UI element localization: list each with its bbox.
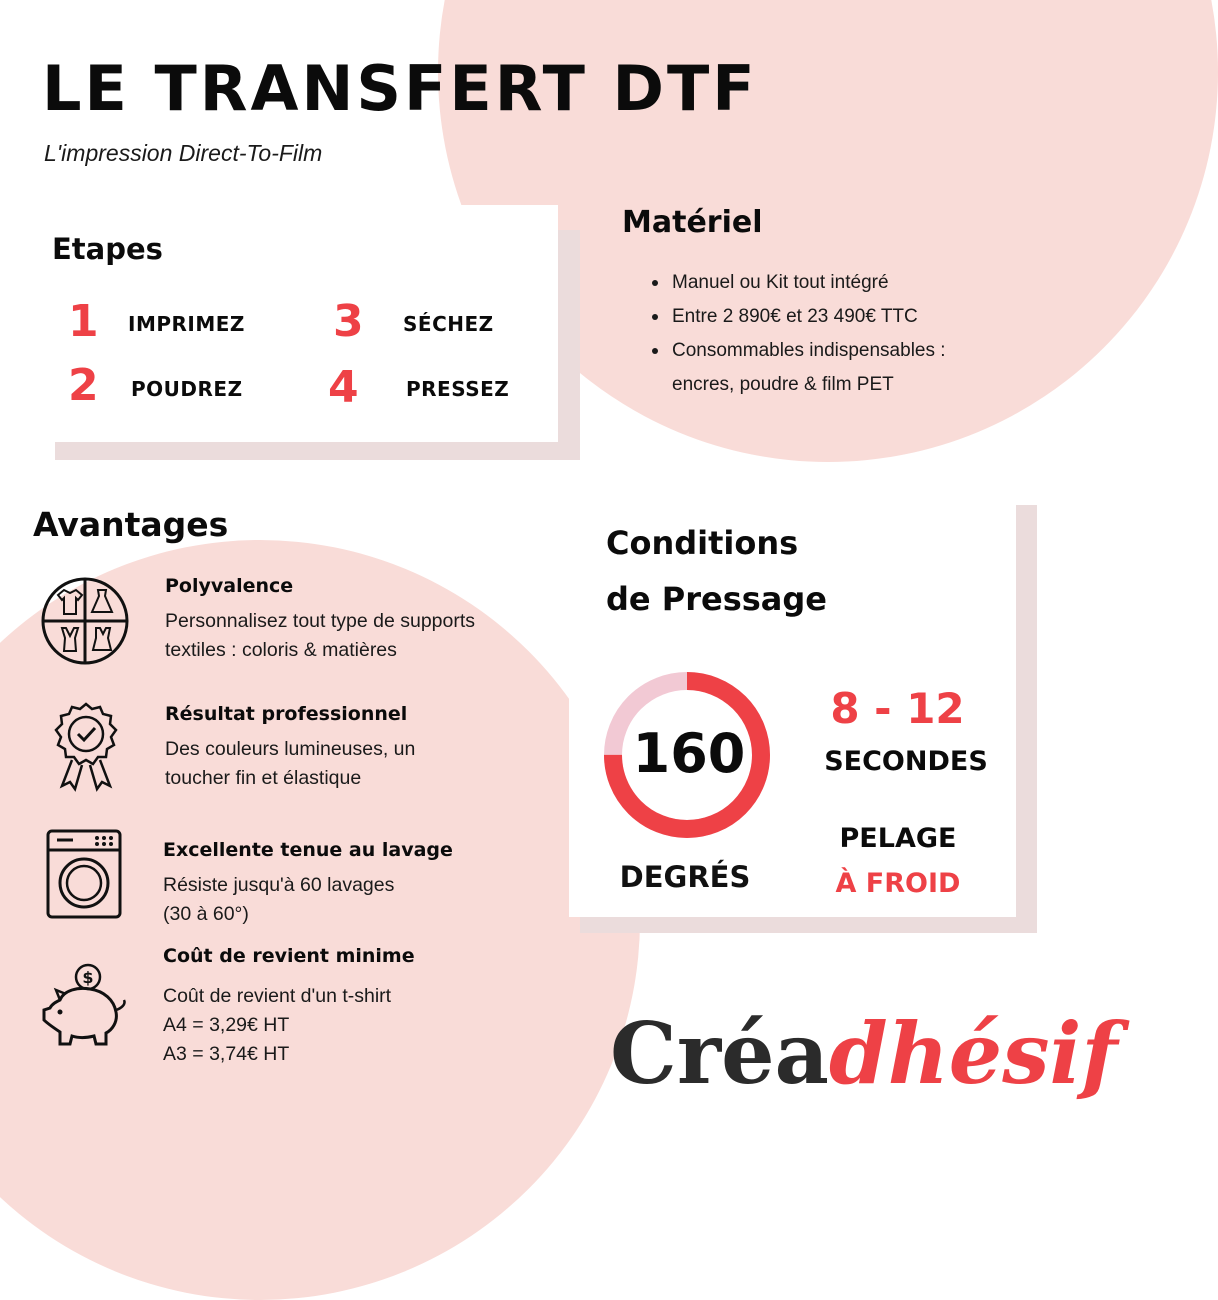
pelage-value: À FROID (835, 868, 961, 899)
avantages-heading: Avantages (33, 505, 229, 544)
clothing-icon (40, 576, 130, 666)
advantage-line: Coût de revient d'un t-shirt (163, 985, 392, 1007)
page-subtitle: L'impression Direct-To-Film (44, 140, 323, 166)
advantage-line: Résiste jusqu'à 60 lavages (163, 874, 395, 896)
step-label-1: IMPRIMEZ (128, 312, 245, 336)
logo-part-1: Créa (610, 1004, 829, 1103)
step-number-2: 2 (68, 360, 99, 411)
page-title: LE TRANSFERT DTF (42, 52, 758, 125)
pelage-label: PELAGE (839, 823, 957, 854)
step-number-3: 3 (333, 296, 364, 347)
advantage-text-2 (165, 735, 415, 793)
temperature-value: 160 (632, 722, 746, 785)
advantage-line: Personnalisez tout type de supports (165, 610, 476, 632)
advantage-line: toucher fin et élastique (165, 767, 362, 789)
advantage-line: A3 = 3,74€ HT (163, 1043, 290, 1065)
materiel-item: Manuel ou Kit tout intégré (650, 266, 1050, 300)
step-number-1: 1 (68, 296, 99, 347)
conditions-heading-line2: de Pressage (606, 580, 827, 618)
advantage-title-2: Résultat professionnel (165, 703, 408, 725)
materiel-item-continued: encres, poudre & film PET (672, 374, 894, 395)
svg-text:$: $ (82, 968, 94, 987)
materiel-item: Consommables indispensables : (650, 334, 1050, 368)
step-number-4: 4 (328, 362, 359, 413)
materiel-list (650, 266, 1050, 402)
duration-value: 8 - 12 (830, 684, 965, 733)
advantage-line: textiles : coloris & matières (165, 639, 397, 661)
materiel-item: Entre 2 890€ et 23 490€ TTC (650, 300, 1050, 334)
advantage-line: (30 à 60°) (163, 903, 249, 925)
award-badge-icon (48, 700, 124, 792)
advantage-title-4: Coût de revient minime (163, 945, 415, 967)
etapes-heading: Etapes (52, 232, 163, 266)
advantage-text-4 (163, 982, 391, 1069)
step-label-3: SÉCHEZ (403, 312, 494, 336)
washing-machine-icon (45, 828, 123, 920)
advantage-title-3: Excellente tenue au lavage (163, 839, 453, 861)
step-label-4: PRESSEZ (406, 377, 510, 401)
advantage-title-1: Polyvalence (165, 575, 294, 597)
advantage-text-3 (163, 871, 394, 929)
materiel-heading: Matériel (622, 205, 763, 240)
logo-part-2: dhésif (828, 1004, 1118, 1103)
advantage-line: A4 = 3,29€ HT (163, 1014, 290, 1036)
brand-logo (610, 1004, 1118, 1103)
step-label-2: POUDREZ (131, 377, 243, 401)
temperature-unit: DEGRÉS (619, 860, 751, 894)
conditions-heading-line1: Conditions (606, 524, 799, 562)
piggy-bank-icon (38, 960, 130, 1050)
advantage-text-1 (165, 607, 475, 665)
duration-unit: SECONDES (824, 746, 988, 777)
advantage-line: Des couleurs lumineuses, un (165, 738, 416, 760)
conditions-heading (606, 515, 827, 627)
